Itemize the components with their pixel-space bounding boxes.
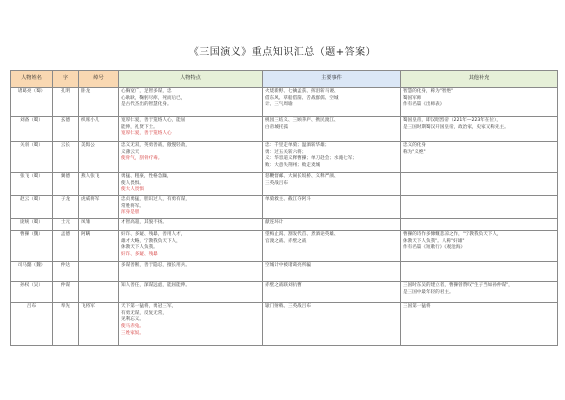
cell-zi: 仲达 bbox=[53, 261, 79, 281]
cell-traits bbox=[119, 230, 263, 261]
cell-line: 借东风、草船借箭、舌战群儒、空城 bbox=[265, 95, 339, 101]
cell-line: 辕门射戟、三英战吕布 bbox=[265, 303, 311, 309]
table-row bbox=[11, 261, 558, 281]
table-row bbox=[11, 88, 558, 117]
cell-events bbox=[263, 195, 401, 218]
cell-line: 火烧新野、七擒孟获、挥泪斩马谡、 bbox=[265, 89, 339, 94]
highlight-text: 奸诈、多疑、残暴 bbox=[121, 251, 158, 257]
cell-line: 单骑救主、截江夺阿斗 bbox=[265, 196, 311, 202]
table-row bbox=[11, 302, 558, 345]
cell-line: 是古代杰出的智慧化身。 bbox=[121, 102, 172, 108]
cell-extra bbox=[401, 302, 558, 345]
cell-line: 休教天下人负我。 bbox=[121, 245, 158, 251]
cell-line: 心胸宽广，足智多谋，忠 bbox=[121, 89, 172, 94]
cell-extra bbox=[401, 173, 558, 196]
cell-traits bbox=[119, 117, 263, 142]
cell-line: 空城计中被诸葛亮所骗 bbox=[265, 262, 311, 268]
cell-traits bbox=[119, 88, 263, 117]
cell-traits bbox=[119, 173, 263, 196]
cell-zi: 仲谋 bbox=[53, 281, 79, 302]
cell-line: 宽厚仁爱，善于笼络人心，能屈 bbox=[121, 118, 186, 123]
table-row bbox=[11, 230, 558, 261]
cell-line: 献连环计 bbox=[265, 219, 284, 225]
cell-line: 奸诈、多疑、残暴，善用人才， bbox=[121, 231, 186, 237]
cell-line: 望梅止渴、割发代首、煮酒论英雄、 bbox=[265, 231, 339, 237]
cell-line: 义薄云天 bbox=[121, 149, 140, 155]
cell-line: 多谋善断，善于隐忍，擅长用兵。 bbox=[121, 262, 190, 268]
cell-name: 赵云（蜀） bbox=[11, 195, 53, 218]
cell-line: 作有名篇《短歌行》《观沧海》 bbox=[403, 245, 466, 251]
header-name: 人物姓名 bbox=[11, 71, 53, 88]
cell-line: 勇：过五关斩六将； bbox=[265, 149, 307, 155]
cell-traits bbox=[119, 195, 263, 218]
cell-extra bbox=[401, 195, 558, 218]
cell-name: 吕布 bbox=[11, 302, 53, 345]
cell-nickname: 阿瞒 bbox=[79, 230, 119, 261]
cell-nickname bbox=[79, 261, 119, 281]
cell-events bbox=[263, 230, 401, 261]
cell-name: 诸葛亮（蜀） bbox=[11, 88, 53, 117]
cell-events bbox=[263, 142, 401, 173]
header-traits: 人物特点 bbox=[119, 71, 263, 88]
cell-line: 有勇无谋，反复无常， bbox=[121, 310, 167, 316]
header-events: 主要事件 bbox=[263, 71, 401, 88]
cell-line: 天下第一猛将，勇冠三军， bbox=[121, 303, 177, 309]
cell-extra bbox=[401, 142, 558, 173]
cell-line: 知人善任，深谋远虑，能屈能伸。 bbox=[121, 282, 190, 288]
cell-line: 是三国中最年轻的君主。 bbox=[403, 289, 454, 295]
header-nickname: 绰号 bbox=[79, 71, 119, 88]
cell-traits bbox=[119, 281, 263, 302]
cell-extra bbox=[401, 218, 558, 230]
table-row bbox=[11, 142, 558, 173]
table-row bbox=[11, 281, 558, 302]
cell-zi: 孟德 bbox=[53, 230, 79, 261]
cell-name: 司马懿（魏） bbox=[11, 261, 53, 281]
table-row bbox=[11, 117, 558, 142]
cell-nickname bbox=[79, 281, 119, 302]
cell-events bbox=[263, 261, 401, 281]
cell-name: 张飞（蜀） bbox=[11, 173, 53, 196]
document-title: 《三国演义》重点知识汇总（题+答案） bbox=[188, 47, 377, 58]
cell-zi: 子龙 bbox=[53, 195, 79, 218]
cell-events bbox=[263, 302, 401, 345]
cell-line: 休教天下人负我"。人称"奸雄" bbox=[403, 238, 465, 244]
cell-events bbox=[263, 88, 401, 117]
cell-line: 官渡之战、赤壁之战 bbox=[265, 238, 307, 244]
cell-nickname: 虎威将军 bbox=[79, 195, 119, 218]
highlight-text: 使骨气，刮骨疗毒。 bbox=[121, 156, 163, 162]
cell-line: 白帝城托孤 bbox=[265, 124, 288, 130]
cell-nickname: 卧龙 bbox=[79, 88, 119, 117]
cell-line: 勇猛、粗豪，性格急躁， bbox=[121, 174, 172, 179]
cell-nickname: 燕人张飞 bbox=[79, 173, 119, 196]
cell-extra bbox=[401, 261, 558, 281]
cell-line: 三英战吕布 bbox=[265, 180, 288, 186]
cell-nickname: 织席小儿 bbox=[79, 117, 119, 142]
cell-name: 曹操（魏） bbox=[11, 230, 53, 261]
cell-zi: 士元 bbox=[53, 218, 79, 230]
cell-line: 蜀国军师 bbox=[403, 95, 422, 101]
cell-name: 关羽（蜀） bbox=[11, 142, 53, 173]
cell-line: 心耿耿，鞠躬尽瘁，死而后已， bbox=[121, 95, 186, 101]
cell-line: 蜀国皇帝，即汉昭烈帝（221年—223年在位）， bbox=[403, 118, 501, 123]
highlight-text: 使马赤兔。 bbox=[121, 323, 144, 329]
cell-line: 智慧的化身，称为"智绝" bbox=[403, 89, 454, 94]
cell-line: 三国时东吴的建立者，曹操曾赞叹"生子当如孙仲谋"， bbox=[403, 282, 513, 288]
table-row bbox=[11, 195, 558, 218]
table-row bbox=[11, 173, 558, 196]
cell-line: 桃园三结义、三顾茅庐、携民渡江、 bbox=[265, 118, 339, 123]
cell-line: 曹操的诗作多慷慨悲凉之作，"宁教我负天下人， bbox=[403, 231, 502, 237]
cell-line: 忠义无双，英勇善战，傲慢轻敌， bbox=[121, 143, 190, 148]
table-row bbox=[11, 218, 558, 230]
header-extra: 其他补充 bbox=[401, 71, 558, 88]
cell-line: 忠：千里走单骑；温酒斩华雄； bbox=[265, 143, 330, 148]
highlight-text: 使大人畏惧 bbox=[121, 187, 144, 193]
table-body bbox=[11, 88, 558, 346]
cell-line: 计、三气周瑜 bbox=[265, 102, 293, 108]
cell-nickname: 美髯公 bbox=[79, 142, 119, 173]
cell-zi: 玄德 bbox=[53, 117, 79, 142]
header-zi: 字 bbox=[53, 71, 79, 88]
cell-traits bbox=[119, 261, 263, 281]
cell-name: 庞统（蜀） bbox=[11, 218, 53, 230]
cell-line: 三国第一猛将 bbox=[403, 303, 431, 309]
cell-nickname: 飞将军 bbox=[79, 302, 119, 345]
cell-line: 作有名篇《出师表》 bbox=[403, 102, 445, 108]
cell-traits bbox=[119, 302, 263, 345]
cell-traits bbox=[119, 218, 263, 230]
cell-line: 称为"义绝" bbox=[403, 149, 426, 155]
highlight-text: 宽厚仁爱，善于笼络人心 bbox=[121, 131, 172, 137]
cell-line: 是三国时期蜀汉开国皇帝，政治家，史家又称先主。 bbox=[403, 124, 509, 130]
cell-extra bbox=[401, 88, 558, 117]
cell-line: 忠贞勇猛，胆识过人，有勇有谋， bbox=[121, 196, 190, 202]
cell-extra bbox=[401, 117, 558, 142]
cell-line: 常胜将军。 bbox=[121, 203, 144, 209]
cell-line: 见利忘义。 bbox=[121, 317, 144, 323]
cell-line: 赤壁之战联刘抗曹 bbox=[265, 282, 302, 288]
highlight-text: 浑身是胆 bbox=[121, 210, 140, 216]
cell-line: 雄才大略，宁教我负天下人， bbox=[121, 238, 181, 244]
cell-nickname: 凤雏 bbox=[79, 218, 119, 230]
cell-zi: 翼德 bbox=[53, 173, 79, 196]
cell-line: 才智高超，其貌不扬。 bbox=[121, 219, 167, 225]
cell-zi: 云长 bbox=[53, 142, 79, 173]
cell-events bbox=[263, 117, 401, 142]
header-row bbox=[11, 71, 558, 88]
cell-zi: 奉先 bbox=[53, 302, 79, 345]
cell-zi: 孔明 bbox=[53, 88, 79, 117]
cell-name: 刘备（蜀） bbox=[11, 117, 53, 142]
cell-extra bbox=[401, 230, 558, 261]
cell-events bbox=[263, 281, 401, 302]
cell-name: 孙权（吴） bbox=[11, 281, 53, 302]
cell-events bbox=[263, 173, 401, 196]
cell-extra bbox=[401, 281, 558, 302]
cell-line: 使人畏惧。 bbox=[121, 180, 144, 186]
cell-line: 败：大意失荆州；败走麦城 bbox=[265, 162, 321, 168]
cell-traits bbox=[119, 142, 263, 173]
cell-events bbox=[263, 218, 401, 230]
cell-line: 能伸，礼贤下士。 bbox=[121, 124, 158, 130]
cell-line: 怒鞭督邮、大闹长坂桥、义释严颜、 bbox=[265, 174, 339, 179]
cell-line: 义：华容道义释曹操；单刀赴会；水淹七军； bbox=[265, 156, 357, 162]
knowledge-table bbox=[10, 70, 558, 346]
cell-line: 忠义的化身 bbox=[403, 143, 426, 148]
highlight-text: 三姓家奴。 bbox=[121, 330, 144, 336]
